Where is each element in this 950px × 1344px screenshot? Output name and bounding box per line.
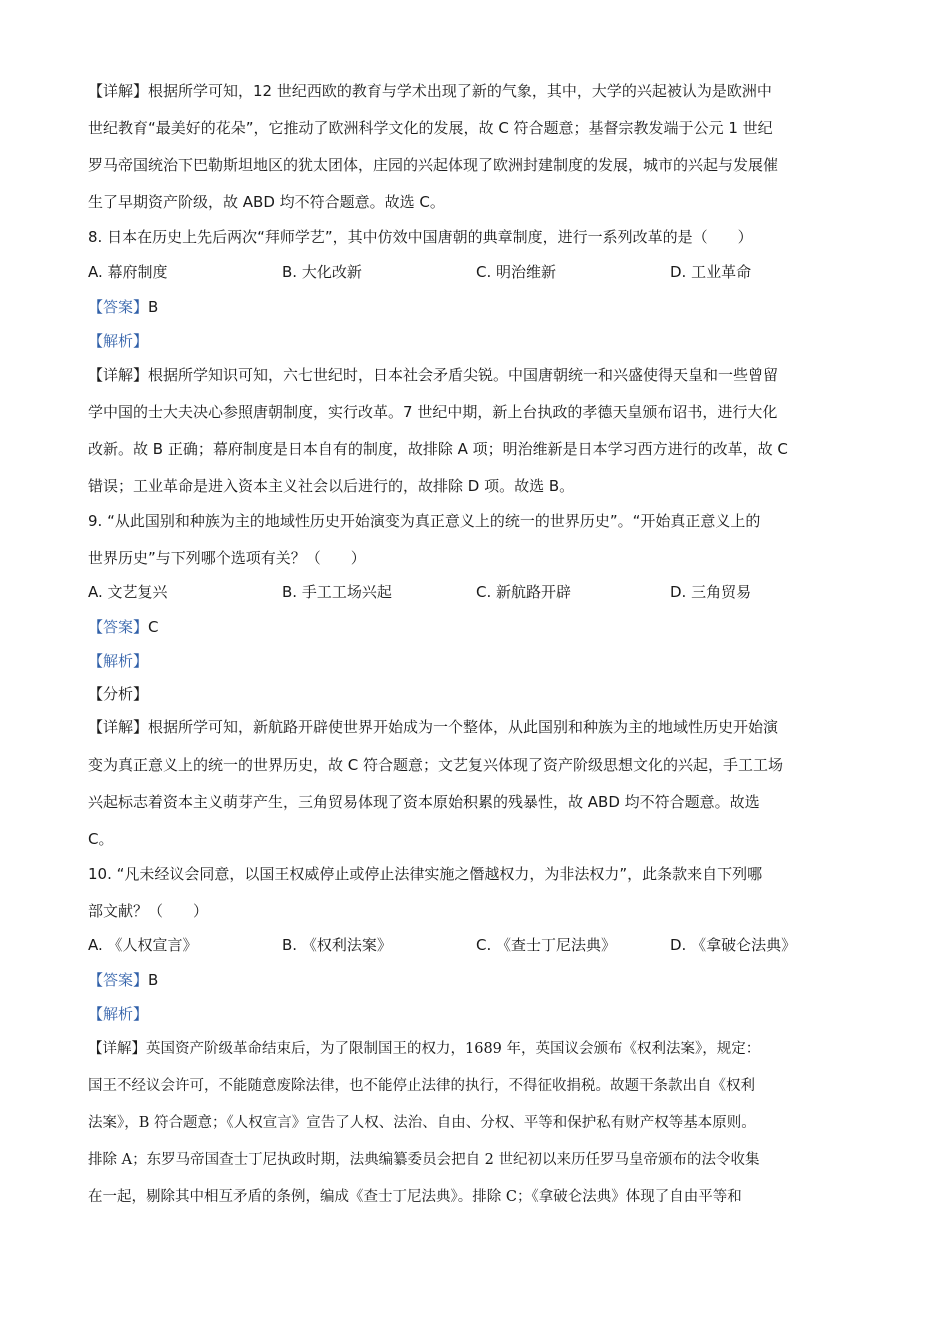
q10-detail-line-1: 【详解】英国资产阶级革命结束后，为了限制国王的权力，1689 年，英国议会颁布《权利法案》，规定：	[88, 1041, 761, 1057]
answer-label: 【答案】	[88, 298, 149, 316]
q9-detail-line-2: 变为真正意义上的统一的世界历史，故 C 符合题意；文艺复兴体现了资产阶级思想文化的兴起，手工工场	[88, 756, 784, 774]
q10-detail-line-5: 在一起，剔除其中相互矛盾的条例，编成《查士丁尼法典》。排除 C；《拿破仑法典》体现了自由平等和	[88, 1189, 742, 1205]
q9-stem-line-2: 世界历史”与下列哪个选项有关？（ ）	[88, 549, 366, 567]
q8-option-b: B. 大化改新	[282, 263, 362, 281]
q8-analysis-label: 【解析】	[88, 332, 149, 350]
q9-fenxi-label: 【分析】	[88, 685, 149, 703]
q7-detail-line-4: 生了早期资产阶级，故 ABD 均不符合题意。故选 C。	[88, 193, 445, 211]
q9-stem-line-1: 9. “从此国别和种族为主的地域性历史开始演变为真正意义上的统一的世界历史”。“开始真正意义上的	[88, 512, 761, 530]
q10-stem-line-1: 10. “凡未经议会同意，以国王权威停止或停止法律实施之僭越权力，为非法权力”，此条款来自下列哪	[88, 865, 763, 883]
q10-option-c: C. 《查士丁尼法典》	[476, 936, 617, 954]
q9-answer	[88, 617, 159, 637]
q9-option-d: D. 三角贸易	[670, 583, 752, 601]
q8-option-c: C. 明治维新	[476, 263, 557, 281]
q8-detail-line-3: 改新。故 B 正确；幕府制度是日本自有的制度，故排除 A 项；明治维新是日本学习西方进行的改革，故 C	[88, 440, 788, 458]
q8-option-d: D. 工业革命	[670, 263, 752, 281]
q7-detail-line-2: 世纪教育“最美好的花朵”，它推动了欧洲科学文化的发展，故 C 符合题意；基督宗教发端于公元 1 世纪	[88, 119, 773, 137]
q10-option-a: A. 《人权宣言》	[88, 936, 198, 954]
q9-detail-line-3: 兴起标志着资本主义萌芽产生，三角贸易体现了资本原始积累的残暴性，故 ABD 均不符合题意。故选	[88, 793, 760, 811]
answer-value: B	[148, 971, 159, 989]
q8-detail-line-1: 【详解】根据所学知识可知，六七世纪时，日本社会矛盾尖锐。中国唐朝统一和兴盛使得天皇和一些曾留	[88, 366, 779, 384]
answer-value: B	[148, 298, 159, 316]
answer-label: 【答案】	[88, 618, 149, 636]
q10-detail-line-4: 排除 A；东罗马帝国查士丁尼执政时期，法典编纂委员会把自 2 世纪初以来历任罗马皇帝颁布的法令收集	[88, 1152, 760, 1168]
q10-analysis-label: 【解析】	[88, 1005, 149, 1023]
answer-value: C	[148, 618, 159, 636]
answer-label: 【答案】	[88, 971, 149, 989]
q9-detail-line-4: C。	[88, 830, 114, 848]
q9-option-a: A. 文艺复兴	[88, 583, 168, 601]
q9-analysis-label: 【解析】	[88, 652, 149, 670]
q8-detail-line-4: 错误；工业革命是进入资本主义社会以后进行的，故排除 D 项。故选 B。	[88, 477, 575, 495]
q7-detail-line-1: 【详解】根据所学可知，12 世纪西欧的教育与学术出现了新的气象，其中，大学的兴起被认为是欧洲中	[88, 82, 772, 100]
q8-answer	[88, 297, 158, 317]
q10-option-d: D. 《拿破仑法典》	[670, 936, 797, 954]
q10-detail-line-2: 国王不经议会许可，不能随意废除法律，也不能停止法律的执行，不得征收捐税。故题干条款出自《权利	[88, 1078, 755, 1094]
q9-option-b: B. 手工工场兴起	[282, 583, 392, 601]
q8-option-a: A. 幕府制度	[88, 263, 168, 281]
q9-option-c: C. 新航路开辟	[476, 583, 572, 601]
q9-detail-line-1: 【详解】根据所学可知，新航路开辟使世界开始成为一个整体，从此国别和种族为主的地域性历史开始演	[88, 718, 779, 736]
q10-stem-line-2: 部文献？（ ）	[88, 902, 209, 920]
q8-stem: 8. 日本在历史上先后两次“拜师学艺”，其中仿效中国唐朝的典章制度，进行一系列改革的是（ ）	[88, 228, 753, 246]
q8-detail-line-2: 学中国的士大夫决心参照唐朝制度，实行改革。7 世纪中期，新上台执政的孝德天皇颁布诏书，进行大化	[88, 403, 778, 421]
q7-detail-line-3: 罗马帝国统治下巴勒斯坦地区的犹太团体，庄园的兴起体现了欧洲封建制度的发展，城市的兴起与发展催	[88, 156, 779, 174]
q10-detail-line-3: 法案》，B 符合题意；《人权宣言》宣告了人权、法治、自由、分权、平等和保护私有财产权等基本原则。	[88, 1115, 756, 1131]
q10-option-b: B. 《权利法案》	[282, 936, 392, 954]
q10-answer	[88, 970, 158, 990]
